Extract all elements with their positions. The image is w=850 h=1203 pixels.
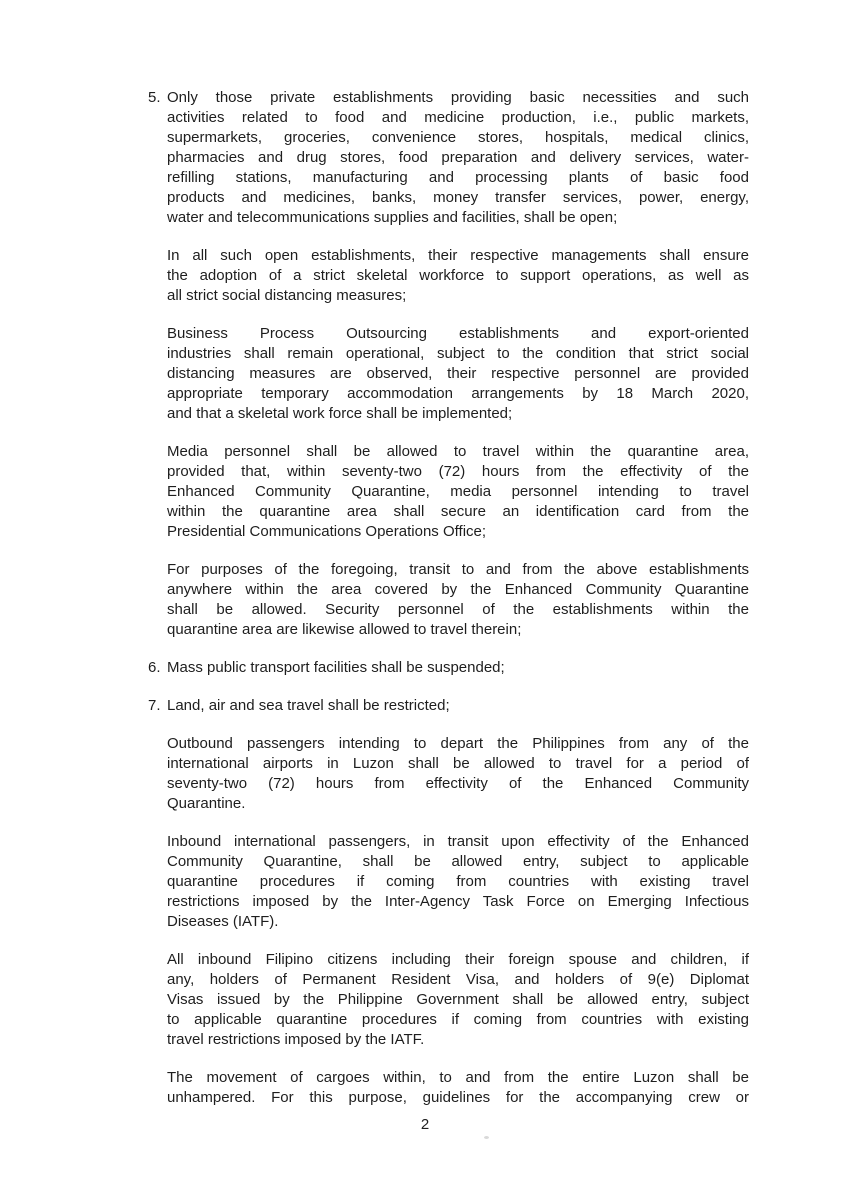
paragraph [167,246,749,306]
text-line: restrictions imposed by the Inter-Agency Task Force on Emerging Infectious [167,893,749,910]
text-line: to applicable quarantine procedures if coming from countries with existing [167,1011,749,1028]
text-line: All inbound Filipino citizens including their foreign spouse and children, if [167,951,749,968]
text-line: refilling stations, manufacturing and processing plants of basic food [167,169,749,186]
paragraph [167,1068,749,1108]
text-line: Media personnel shall be allowed to travel within the quarantine area, [167,443,749,460]
scan-artifact-dot [484,1136,489,1139]
list-item-6 [148,658,749,696]
paragraph [167,832,749,932]
text-line: Business Process Outsourcing establishments and export-oriented [167,325,749,342]
paragraph [167,560,749,640]
text-line: all strict social distancing measures; [167,287,407,304]
text-line: unhampered. For this purpose, guidelines for the accompanying crew or [167,1089,749,1106]
text-line: any, holders of Permanent Resident Visa, and holders of 9(e) Diplomat [167,971,749,988]
text-line: Visas issued by the Philippine Government shall be allowed entry, subject [167,991,749,1008]
text-line: provided that, within seventy-two (72) hours from the effectivity of the [167,463,749,480]
item-body [167,696,749,1126]
text-line: seventy-two (72) hours from effectivity of the Enhanced Community [167,775,749,792]
text-line: Diseases (IATF). [167,913,279,930]
text-line: the adoption of a strict skeletal workforce to support operations, as well as [167,267,749,284]
text-line: quarantine area are likewise allowed to travel therein; [167,621,522,638]
paragraph [167,324,749,424]
paragraph [167,658,749,678]
text-line: Quarantine. [167,795,246,812]
text-line: Outbound passengers intending to depart the Philippines from any of the [167,735,749,752]
text-line: water and telecommunications supplies and facilities, shall be open; [167,209,618,226]
text-line: Inbound international passengers, in transit upon effectivity of the Enhanced [167,833,749,850]
text-line: Only those private establishments providing basic necessities and such [167,89,749,106]
text-line: industries shall remain operational, subject to the condition that strict social [167,345,749,362]
item-list [148,88,749,1126]
text-line: international airports in Luzon shall be allowed to travel for a period of [167,755,749,772]
text-line: Land, air and sea travel shall be restricted; [167,697,450,714]
item-number: 5. [148,89,161,106]
text-line: activities related to food and medicine production, i.e., public markets, [167,109,749,126]
text-line: within the quarantine area shall secure an identification card from the [167,503,749,520]
text-line: pharmacies and drug stores, food preparation and delivery services, water- [167,149,749,166]
text-line: Presidential Communications Operations Office; [167,523,487,540]
text-line: Enhanced Community Quarantine, media personnel intending to travel [167,483,749,500]
text-line: The movement of cargoes within, to and from the entire Luzon shall be [167,1069,749,1086]
text-line: Mass public transport facilities shall be suspended; [167,659,505,676]
paragraph [167,442,749,542]
paragraph [167,88,749,228]
item-body [167,88,749,658]
text-line: appropriate temporary accommodation arrangements by 18 March 2020, [167,385,749,402]
text-line: products and medicines, banks, money transfer services, power, energy, [167,189,749,206]
paragraph [167,950,749,1050]
paragraph [167,734,749,814]
text-line: shall be allowed. Security personnel of the establishments within the [167,601,749,618]
text-line: Community Quarantine, shall be allowed entry, subject to applicable [167,853,749,870]
item-number: 6. [148,659,161,676]
text-line: For purposes of the foregoing, transit to and from the above establishments [167,561,749,578]
item-body [167,658,749,696]
text-line: and that a skeletal work force shall be implemented; [167,405,513,422]
text-line: anywhere within the area covered by the Enhanced Community Quarantine [167,581,749,598]
text-line: supermarkets, groceries, convenience stores, hospitals, medical clinics, [167,129,749,146]
page-number: 2 [420,1116,430,1133]
list-item-7 [148,696,749,1126]
text-line: In all such open establishments, their respective managements shall ensure [167,247,749,264]
text-line: travel restrictions imposed by the IATF. [167,1031,425,1048]
text-line: distancing measures are observed, their respective personnel are provided [167,365,749,382]
paragraph [167,696,749,716]
text-line: quarantine procedures if coming from countries with existing travel [167,873,749,890]
item-number: 7. [148,697,161,714]
list-item-5 [148,88,749,658]
